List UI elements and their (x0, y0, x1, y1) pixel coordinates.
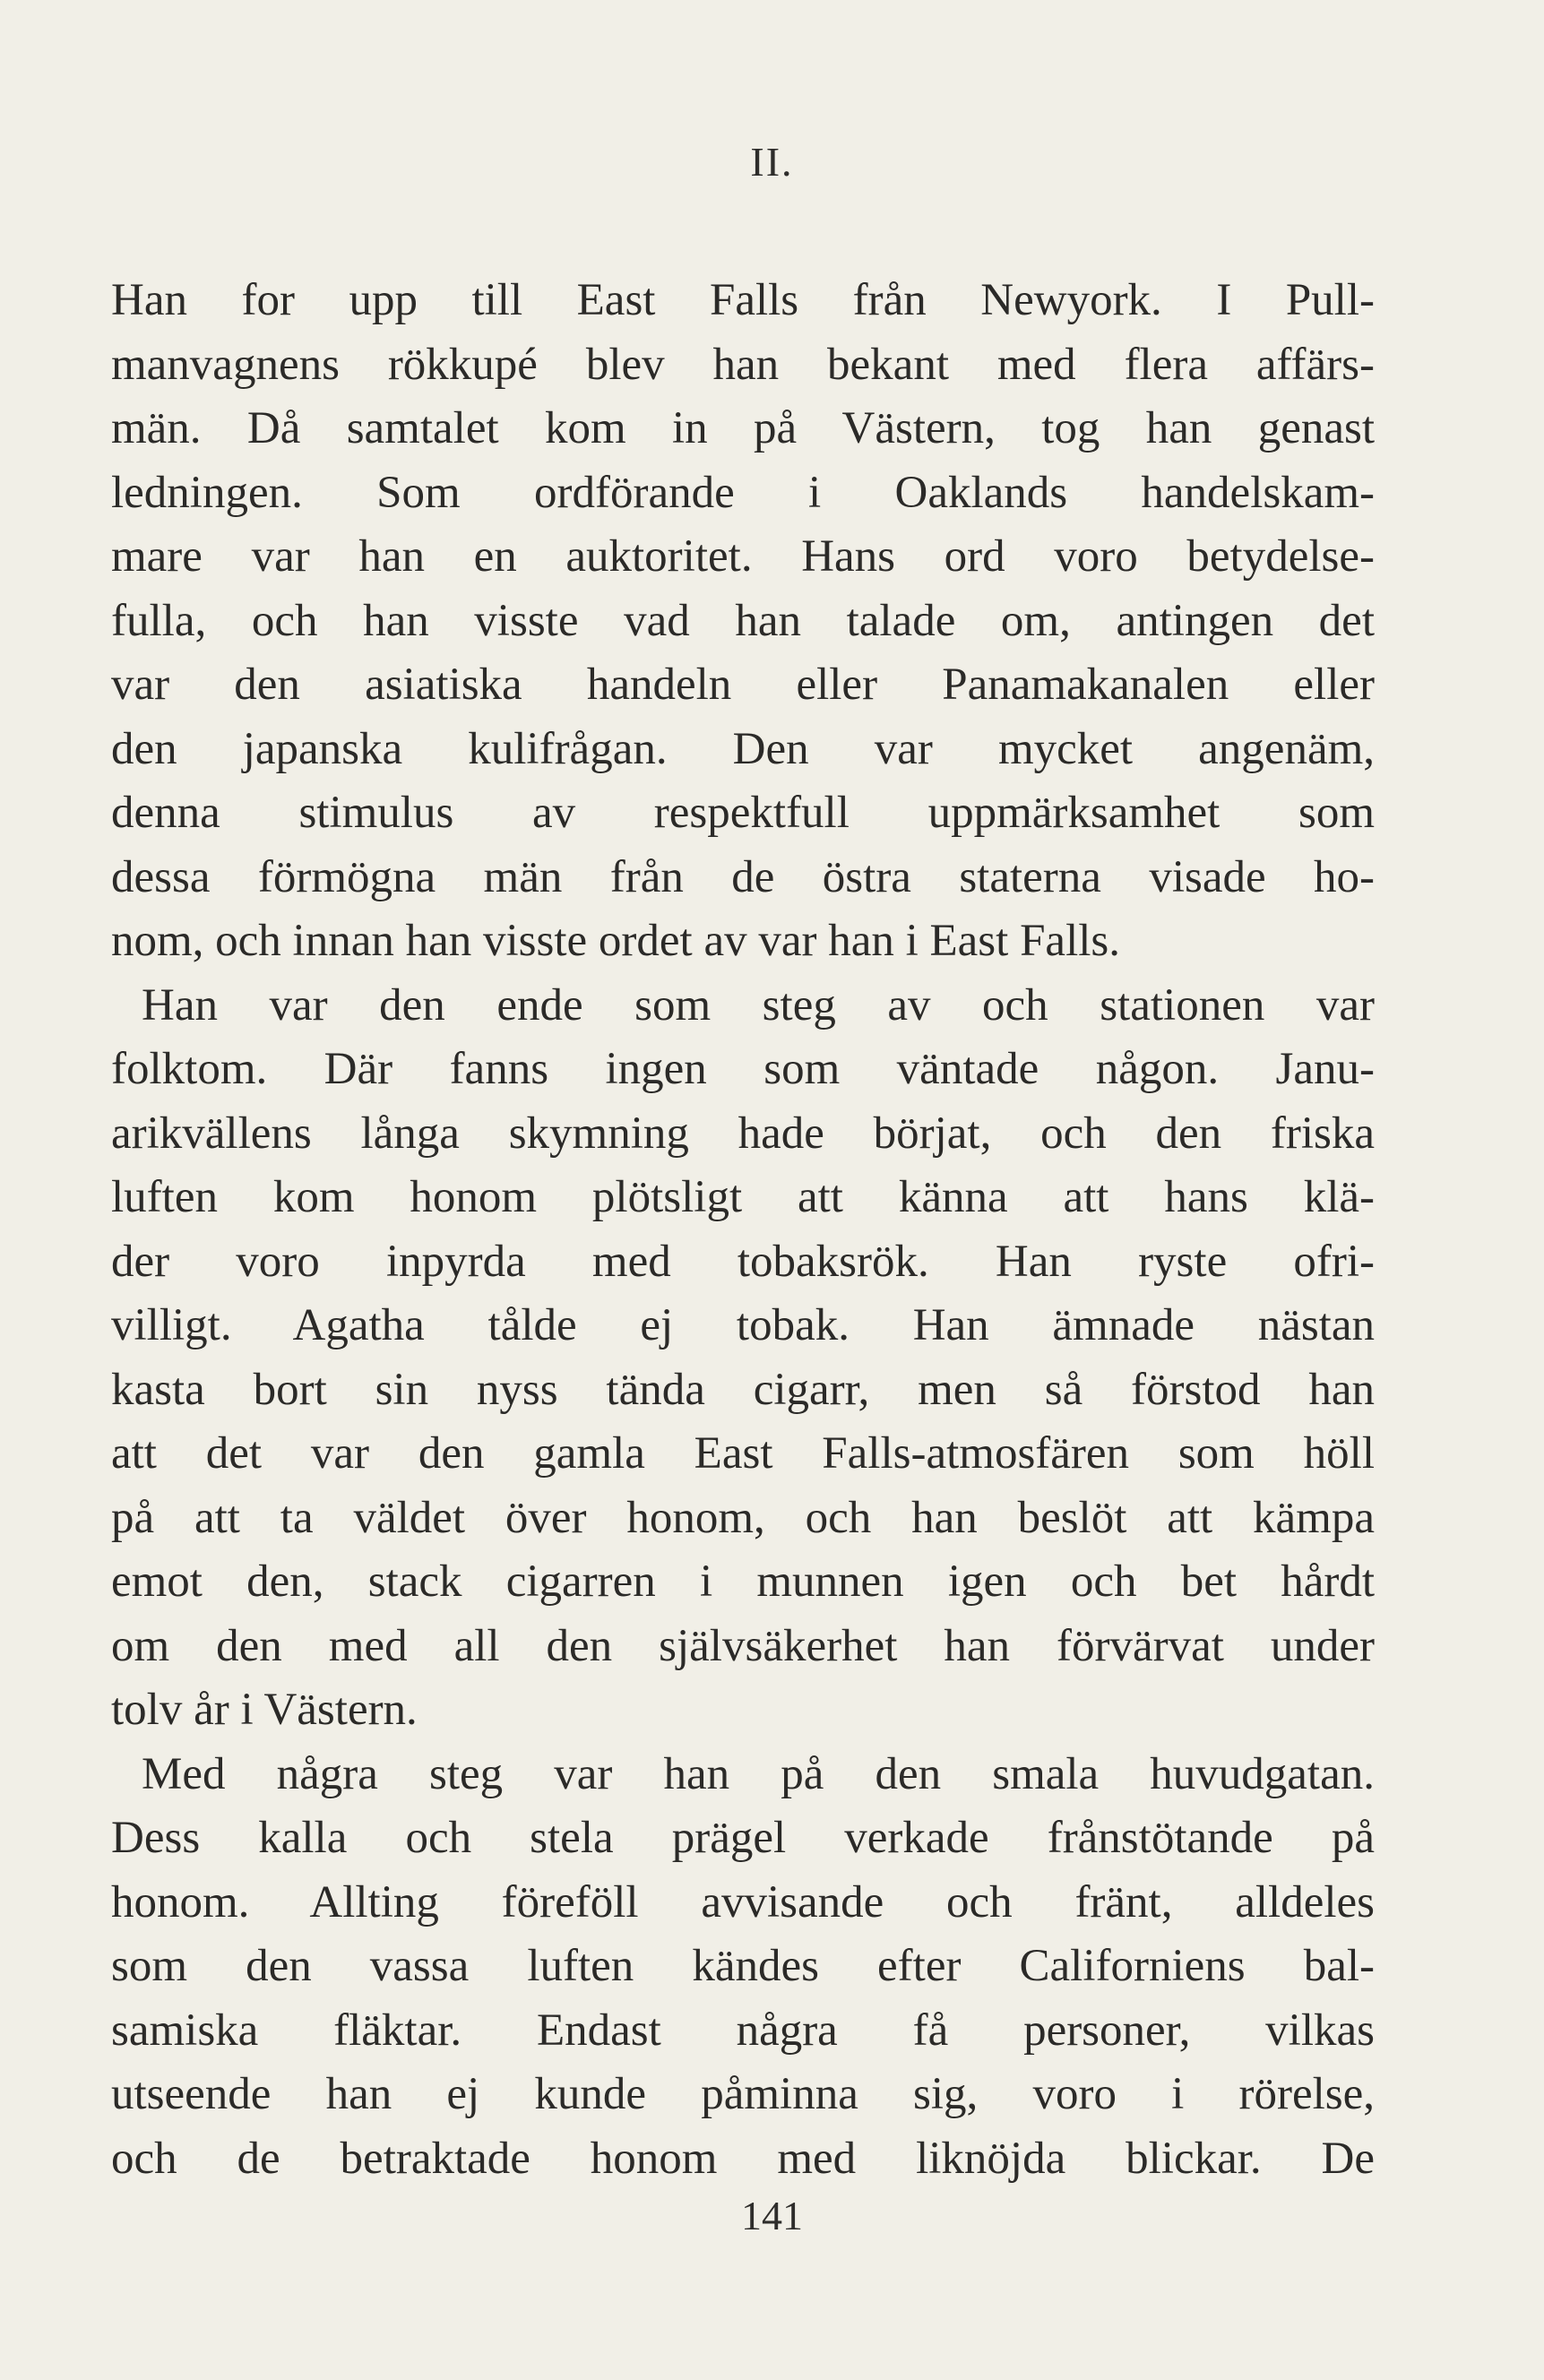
text-line: var den asiatiska handeln eller Panamakanalen eller (111, 660, 1375, 710)
text-line: om den med all den självsäkerhet han förvärvat under (111, 1620, 1375, 1671)
text-line: villigt. Agatha tålde ej tobak. Han ämnade nästan (111, 1300, 1375, 1350)
text-line: folktom. Där fanns ingen som väntade någon. Janu- (111, 1044, 1375, 1094)
text-line: att det var den gamla East Falls-atmosfären som höll (111, 1428, 1375, 1479)
body-text (111, 269, 1375, 2191)
text-line: som den vassa luften kändes efter Californiens bal- (111, 1941, 1375, 1991)
text-line: Dess kalla och stela prägel verkade frånstötande på (111, 1813, 1375, 1863)
text-line: ledningen. Som ordförande i Oaklands handelskam- (111, 467, 1375, 518)
text-line: kasta bort sin nyss tända cigarr, men så förstod han (111, 1364, 1375, 1415)
page-number: 141 (741, 2193, 803, 2238)
text-line: Med några steg var han på den smala huvudgatan. (142, 1748, 1375, 1799)
text-line: män. Då samtalet kom in på Västern, tog han genast (111, 403, 1375, 453)
text-line: denna stimulus av respektfull uppmärksamhet som (111, 788, 1375, 838)
text-line: fulla, och han visste vad han talade om, antingen det (111, 595, 1375, 646)
text-line: Han for upp till East Falls från Newyork. I Pull- (111, 275, 1375, 325)
text-line: mare var han en auktoritet. Hans ord voro betydelse- (111, 531, 1375, 582)
text-line: der voro inpyrda med tobaksrök. Han ryste ofri- (111, 1236, 1375, 1287)
text-line: tolv år i Västern. (111, 1685, 418, 1735)
text-line: honom. Allting föreföll avvisande och fränt, alldeles (111, 1876, 1375, 1927)
text-line: den japanska kulifrågan. Den var mycket angenäm, (111, 723, 1375, 774)
text-line: nom, och innan han visste ordet av var han i East Falls. (111, 916, 1121, 966)
text-line: Han var den ende som steg av och stationen var (142, 979, 1375, 1030)
text-line: och de betraktade honom med liknöjda blickar. De (111, 2133, 1375, 2184)
text-line: emot den, stack cigarren i munnen igen och bet hårdt (111, 1556, 1375, 1607)
text-line: luften kom honom plötsligt att känna att hans klä- (111, 1172, 1375, 1222)
text-line: samiska fläktar. Endast några få personer, vilkas (111, 2005, 1375, 2056)
text-line: utseende han ej kunde påminna sig, voro i rörelse, (111, 2069, 1375, 2119)
text-line: manvagnens rökkupé blev han bekant med flera affärs- (111, 339, 1375, 390)
text-line: på att ta väldet över honom, och han beslöt att kämpa (111, 1492, 1375, 1543)
text-line: dessa förmögna män från de östra staterna visade ho- (111, 851, 1375, 902)
text-line: arikvällens långa skymning hade börjat, och den friska (111, 1108, 1375, 1159)
chapter-heading: II. (750, 139, 794, 185)
